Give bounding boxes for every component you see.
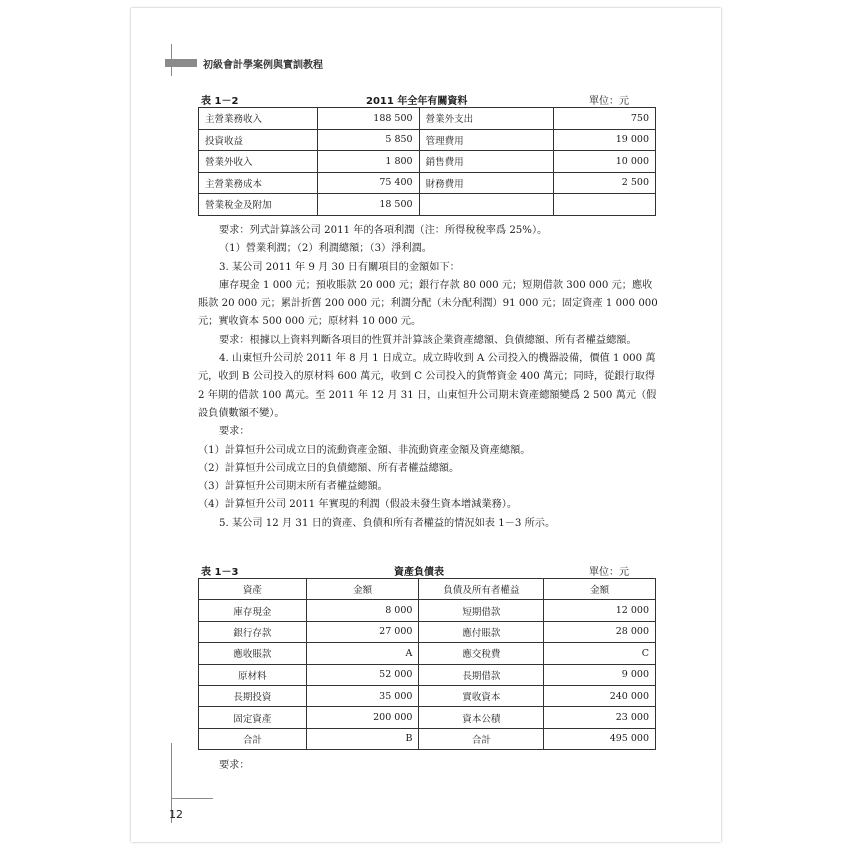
body-text [198,222,660,533]
paragraph: 3. 某公司 2011 年 9 月 30 日有關項目的金額如下： [219,261,460,273]
column-header: 負債及所有者權益 [419,579,544,600]
table-cell: 28 000 [544,621,656,642]
table-cell: 營業外收入 [199,151,318,173]
table-cell: 實收資本 [419,685,544,706]
table1-unit: 單位：元 [589,96,629,107]
table-cell: 10 000 [554,151,656,173]
column-header: 金額 [306,579,419,600]
table-row [199,172,656,194]
table-cell: 2 500 [554,172,656,194]
table2-title: 資產負債表 [394,567,444,578]
table-cell: C [544,643,656,664]
table-cell: 1 800 [317,151,419,173]
table-row [199,600,656,621]
table-cell: 495 000 [544,728,656,749]
table-cell: 主營業務收入 [199,108,318,130]
table-cell: 原材料 [199,664,307,685]
table-cell: 庫存現金 [199,600,307,621]
paragraph: （1）計算恒升公司成立日的流動資產金額、非流動資產金額及資產總額。 [198,444,531,456]
paragraph: 要求：根據以上資料判斷各項目的性質并計算該企業資產總額、負債總額、所有者權益總額。 [219,334,637,346]
table-cell: 應交稅費 [419,643,544,664]
table-cell: 主營業務成本 [199,172,318,194]
table-cell: 750 [554,108,656,130]
table-cell: B [306,728,419,749]
table-cell [554,194,656,216]
footer-rule-horizontal [171,798,213,799]
table-cell: 管理費用 [419,129,554,151]
paragraph: 5. 某公司 12 月 31 日的資產、負債和所有者權益的情況如表 1－3 所示。 [219,517,556,529]
running-header: 初級會計學案例與實訓教程 [203,60,323,71]
table-cell: 8 000 [306,600,419,621]
table1-label: 表 1－2 [201,96,239,107]
paragraph: 要求： [219,426,250,438]
book-page [131,8,721,842]
table-row [199,621,656,642]
table-row [199,643,656,664]
table-cell: 合計 [419,728,544,749]
requirement-text [198,757,660,775]
table-cell: 營業外支出 [419,108,554,130]
table-cell: 財務費用 [419,172,554,194]
table-cell: 188 500 [317,108,419,130]
table-cell: 27 000 [306,621,419,642]
table2 [198,578,656,750]
table-cell: 應付賬款 [419,621,544,642]
paragraph: 4. 山東恒升公司於 2011 年 8 月 1 日成立。成立時收到 A 公司投入的機器設備，價值 1 000 萬元，收到 B 公司投入的原材料 600 萬元，收到 C 公司投入的貨幣資金 400 萬元；同時，從銀行取得 2 年期的借款 100 萬元。至 2011 年 12 月 31 日，山東恒升公司期末資產總額變爲 2 500 萬元（假設負債數額不變）。 [198,353,657,419]
table-cell: 240 000 [544,685,656,706]
table-cell: 19 000 [554,129,656,151]
column-header: 金額 [544,579,656,600]
table-cell [419,194,554,216]
table-cell: 9 000 [544,664,656,685]
paragraph: 要求：列式計算該公司 2011 年的各項利潤（注：所得稅稅率爲 25%）。 [219,225,548,236]
table-cell: 應收賬款 [199,643,307,664]
table-row [199,151,656,173]
table-row [199,129,656,151]
table1-title: 2011 年全年有關資料 [366,96,468,107]
table-cell: 12 000 [544,600,656,621]
table-cell: 200 000 [306,707,419,728]
table-cell: 23 000 [544,707,656,728]
table-row [199,664,656,685]
table-cell: 銀行存款 [199,621,307,642]
table-row [199,194,656,216]
paragraph: （3）計算恒升公司期末所有者權益總額。 [198,481,388,493]
paragraph: （1）營業利潤；（2）利潤總額；（3）淨利潤。 [219,243,432,255]
table-cell: 長期借款 [419,664,544,685]
table-cell: 合計 [199,728,307,749]
page-number: 12 [169,808,183,821]
column-header: 資產 [199,579,307,600]
table-total-row [199,728,656,749]
table2-unit: 單位：元 [589,567,629,578]
table-row [199,707,656,728]
table-cell: 18 500 [317,194,419,216]
table-cell: 固定資產 [199,707,307,728]
table-cell: 營業稅金及附加 [199,194,318,216]
table1 [198,107,656,216]
paragraph: （2）計算恒升公司成立日的負債總額、所有者權益總額。 [198,462,460,474]
table-cell: 銷售費用 [419,151,554,173]
table-cell: 52 000 [306,664,419,685]
table-cell: A [306,643,419,664]
table-cell: 資本公積 [419,707,544,728]
table-row [199,685,656,706]
paragraph: （4）計算恒升公司 2011 年實現的利潤（假設未發生資本增減業務）。 [198,499,518,511]
table-cell: 投資收益 [199,129,318,151]
table-header-row [199,579,656,600]
header-bar [165,59,197,67]
table-cell: 35 000 [306,685,419,706]
paragraph: 庫存現金 1 000 元；預收賬款 20 000 元；銀行存款 80 000 元；短期借款 300 000 元；應收賬款 20 000 元；累計折舊 200 000 元；利潤分配（未分配利潤）91 000 元；固定資產 1 000 000 元；實收資本 500 000 元；原材料 10 000 元。 [198,279,658,328]
table-cell: 75 400 [317,172,419,194]
table-row [199,108,656,130]
table2-label: 表 1－3 [201,567,239,578]
table-cell: 5 850 [317,129,419,151]
table-cell: 短期借款 [419,600,544,621]
paragraph: 要求： [219,760,250,771]
table-cell: 長期投資 [199,685,307,706]
